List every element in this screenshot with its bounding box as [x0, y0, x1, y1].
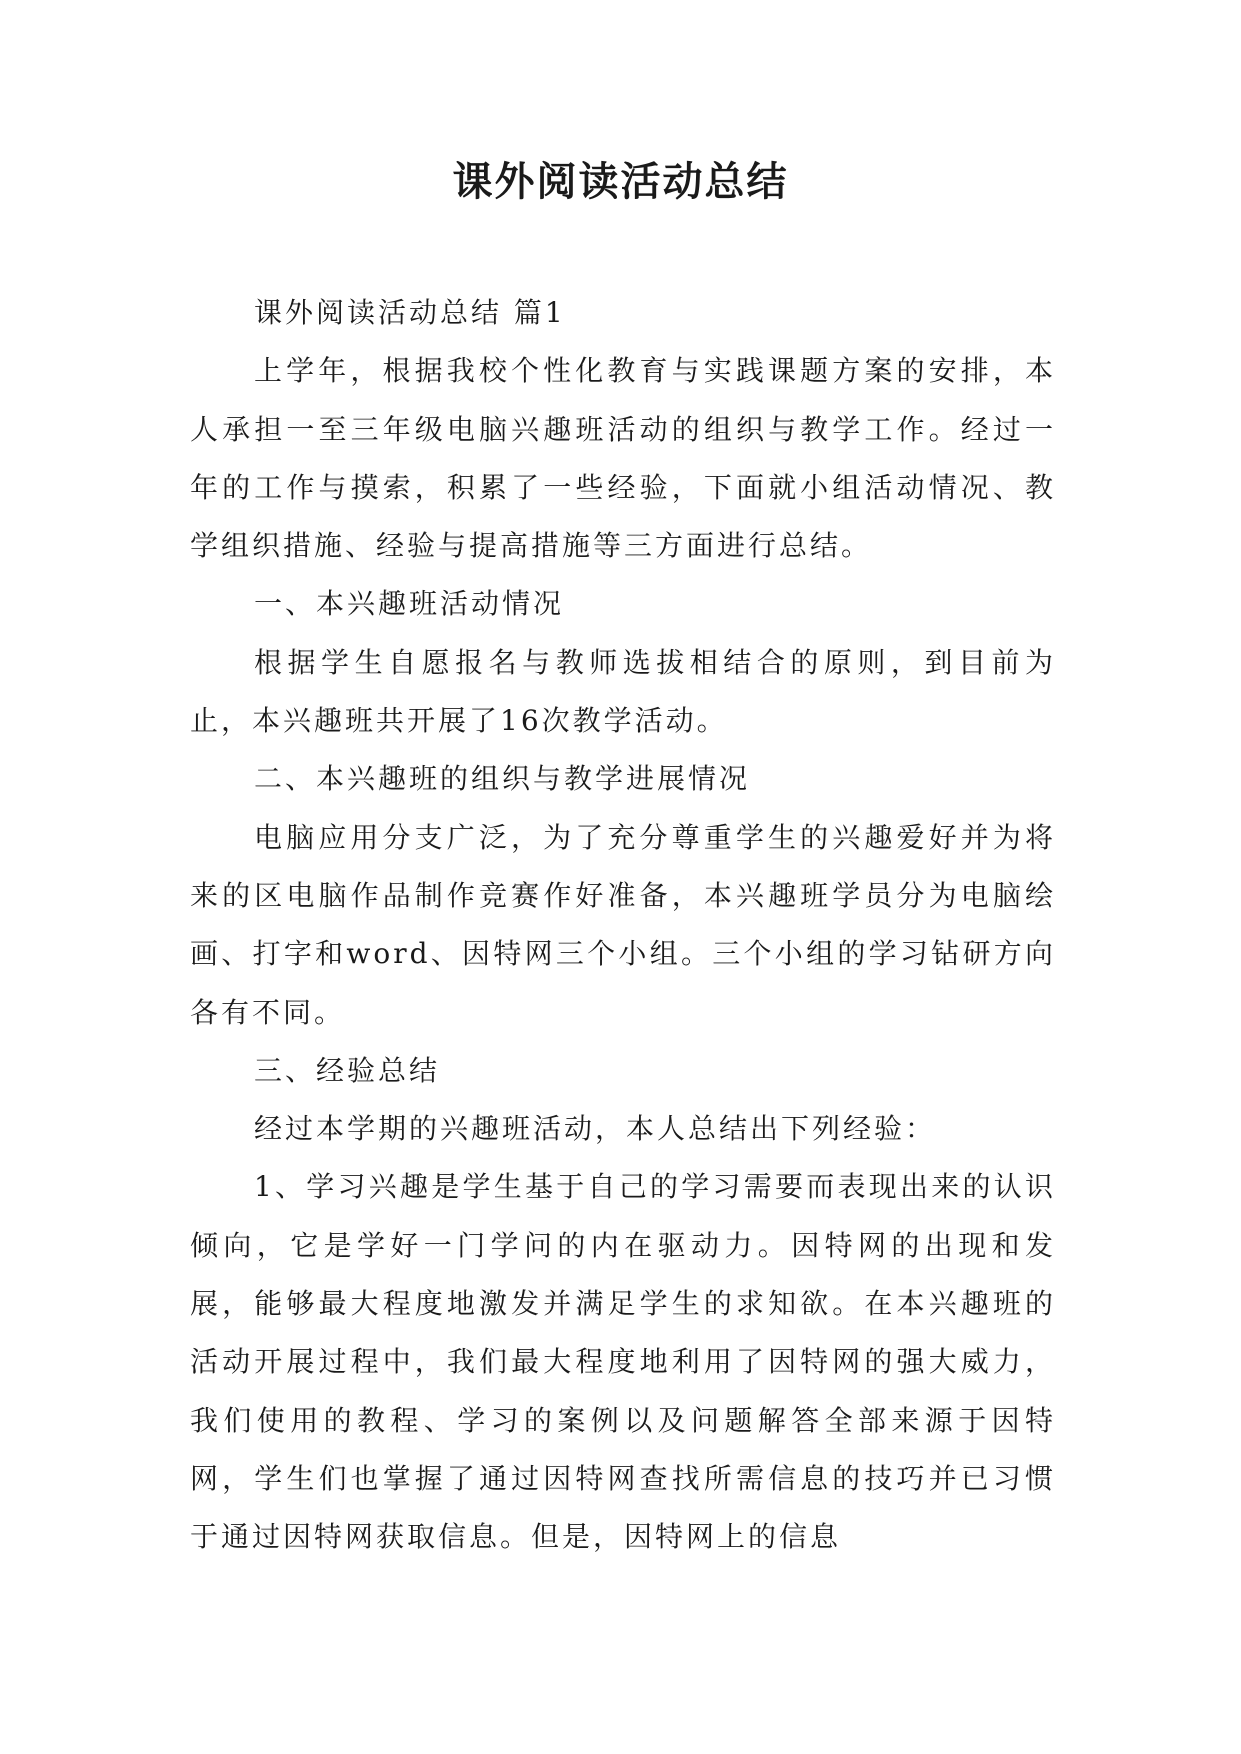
paragraph: 1、学习兴趣是学生基于自己的学习需要而表现出来的认识倾向，它是学好一门学问的内在驱动力。因特网的出现和发展，能够最大程度地激发并满足学生的求知欲。在本兴趣班的活动开展过程中，我们最大程度地利用了因特网的强大威力，我们使用的教程、学习的案例以及问题解答全部来源于因特网，学生们也掌握了通过因特网查找所需信息的技巧并已习惯于通过因特网获取信息。但是，因特网上的信息: [190, 1170, 1056, 1554]
paragraph: 经过本学期的兴趣班活动，本人总结出下列经验：: [254, 1112, 937, 1146]
paragraph: 上学年，根据我校个性化教育与实践课题方案的安排，本人承担一至三年级电脑兴趣班活动的组织与教学工作。经过一年的工作与摸索，积累了一些经验，下面就小组活动情况、教学组织措施、经验与提高措施等三方面进行总结。: [190, 354, 1056, 563]
section-heading: 三、经验总结: [254, 1053, 441, 1087]
paragraph: 电脑应用分支广泛，为了充分尊重学生的兴趣爱好并为将来的区电脑作品制作竞赛作好准备，本兴趣班学员分为电脑绘画、打字和word、因特网三个小组。三个小组的学习钻研方向各有不同。: [190, 820, 1056, 1029]
document-title: 课外阅读活动总结: [452, 159, 789, 205]
section-heading: 课外阅读活动总结 篇1: [254, 296, 566, 329]
paragraph: 根据学生自愿报名与教师选拔相结合的原则，到目前为止，本兴趣班共开展了16次教学活动。: [190, 645, 1056, 738]
section-heading: 二、本兴趣班的组织与教学进展情况: [254, 762, 751, 796]
document-body: [190, 284, 1056, 1567]
section-heading: 一、本兴趣班活动情况: [254, 587, 565, 621]
